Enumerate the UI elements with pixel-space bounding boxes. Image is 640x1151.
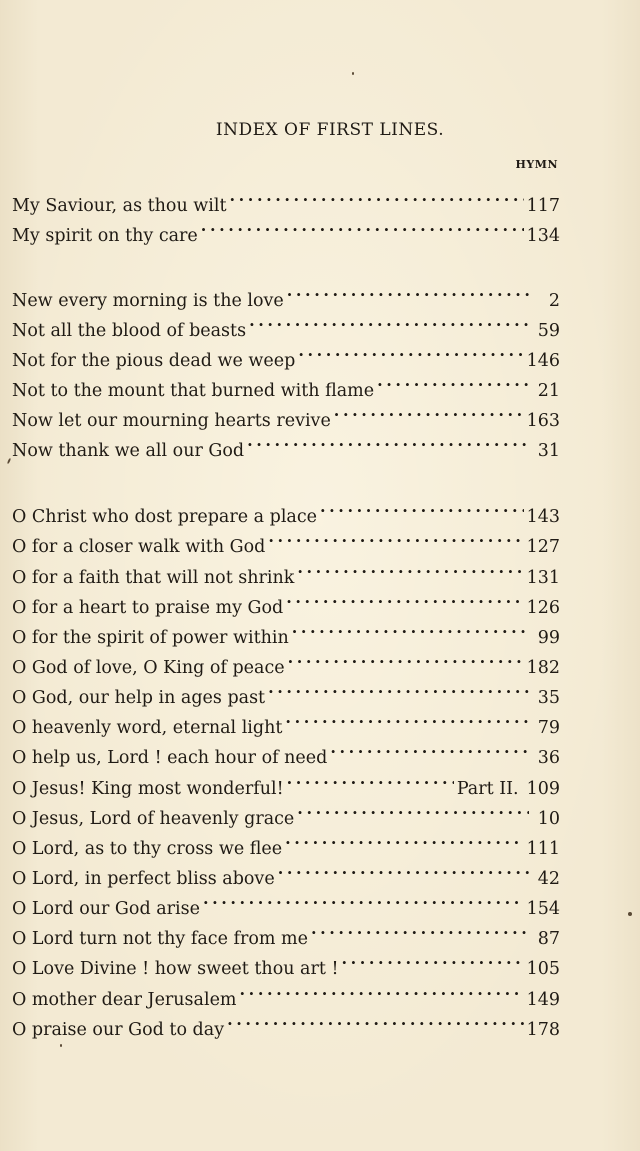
dot-leader	[201, 211, 524, 241]
index-entry	[12, 613, 560, 648]
dot-leader	[286, 583, 523, 613]
first-line-text: Not all the blood of beasts	[12, 321, 247, 341]
first-line-text: O God of love, O King of peace	[12, 658, 285, 678]
hymn-number: 10	[537, 809, 560, 829]
hymn-number: 59	[537, 321, 560, 341]
hymn-number: 36	[537, 748, 560, 768]
index-entry	[12, 764, 560, 799]
dot-leader	[227, 1005, 524, 1035]
index-entry	[12, 673, 560, 708]
index-entry	[12, 824, 560, 859]
dot-leader	[341, 944, 523, 974]
dot-leader	[287, 276, 529, 306]
index-entry	[12, 181, 560, 216]
dot-leader	[203, 884, 524, 914]
index-entry	[12, 733, 560, 768]
dot-leader	[278, 854, 529, 884]
dot-leader	[292, 613, 529, 643]
ink-speck	[628, 912, 632, 916]
hymn-number: 111	[526, 839, 560, 859]
dot-leader	[298, 336, 523, 366]
index-entry	[12, 336, 560, 371]
dot-leader	[334, 396, 524, 426]
first-line-text: O for a heart to praise my God	[12, 598, 284, 618]
index-entry	[12, 884, 560, 919]
hymn-number: 31	[537, 441, 560, 461]
index-entry	[12, 583, 560, 618]
index-entry	[12, 366, 560, 401]
hymn-number: 163	[526, 411, 560, 431]
index-entry	[12, 975, 560, 1010]
dot-leader	[311, 914, 529, 944]
dot-leader	[240, 975, 524, 1005]
hymn-number: 105	[526, 959, 560, 979]
first-line-text: O Lord turn not thy face from me	[12, 929, 308, 949]
first-line-text: My spirit on thy care	[12, 226, 198, 246]
part-label: Part II.	[456, 779, 519, 799]
hymn-number: 154	[526, 899, 560, 919]
index-entry	[12, 854, 560, 889]
index-entry	[12, 396, 560, 431]
dot-leader	[247, 426, 529, 456]
first-line-text: O heavenly word, eternal light	[12, 718, 283, 738]
hymn-number: 42	[537, 869, 560, 889]
first-line-text: Now thank we all our God	[12, 441, 245, 461]
first-line-text: O Love Divine ! how sweet thou art !	[12, 959, 339, 979]
index-entry	[12, 643, 560, 678]
hymn-number: 21	[537, 381, 560, 401]
hymn-number: 79	[537, 718, 560, 738]
ink-speck	[7, 458, 11, 464]
index-entry	[12, 944, 560, 979]
dot-leader	[268, 673, 529, 703]
hymn-number: 99	[537, 628, 560, 648]
hymn-number: 146	[526, 351, 560, 371]
first-line-text: O mother dear Jerusalem	[12, 990, 237, 1010]
hymn-number: 143	[526, 507, 560, 527]
hymn-column-header: HYMN	[515, 158, 558, 171]
index-entry	[12, 914, 560, 949]
hymn-number: 127	[526, 537, 560, 557]
hymn-number: 134	[526, 226, 560, 246]
index-entry	[12, 492, 560, 527]
first-line-text: Not for the pious dead we weep	[12, 351, 296, 371]
first-line-text: O Lord, in perfect bliss above	[12, 869, 275, 889]
dot-leader	[285, 703, 529, 733]
hymn-number: 2	[548, 291, 560, 311]
first-line-text: O help us, Lord ! each hour of need	[12, 748, 328, 768]
index-entry	[12, 426, 560, 461]
dot-leader	[249, 306, 529, 336]
index-entry	[12, 306, 560, 341]
first-line-text: O Lord our God arise	[12, 899, 200, 919]
ink-speck	[352, 72, 354, 75]
hymn-number: 35	[537, 688, 560, 708]
index-entry	[12, 794, 560, 829]
first-line-text: My Saviour, as thou wilt	[12, 196, 227, 216]
dot-leader	[268, 522, 523, 552]
index-entry	[12, 211, 560, 246]
index-heading: INDEX OF FIRST LINES.	[215, 120, 445, 140]
index-entry	[12, 522, 560, 557]
hymn-number: 126	[526, 598, 560, 618]
first-line-text: O Lord, as to thy cross we flee	[12, 839, 283, 859]
first-line-text: O Christ who dost prepare a place	[12, 507, 318, 527]
ink-speck	[60, 1044, 62, 1047]
dot-leader	[330, 733, 529, 763]
hymn-number: 109	[526, 779, 560, 799]
first-line-text: O Jesus, Lord of heavenly grace	[12, 809, 295, 829]
index-entry	[12, 553, 560, 588]
dot-leader	[230, 181, 524, 211]
first-line-text: O praise our God to day	[12, 1020, 225, 1040]
first-line-text: O for a closer walk with God	[12, 537, 266, 557]
hymn-number: 182	[526, 658, 560, 678]
dot-leader	[287, 764, 454, 794]
first-line-text: O God, our help in ages past	[12, 688, 266, 708]
dot-leader	[320, 492, 524, 522]
first-line-text: New every morning is the love	[12, 291, 284, 311]
first-line-text: O for the spirit of power within	[12, 628, 289, 648]
hymn-number: 117	[526, 196, 560, 216]
dot-leader	[297, 553, 523, 583]
index-entry	[12, 703, 560, 738]
index-entry	[12, 276, 560, 311]
first-line-text: Now let our mourning hearts revive	[12, 411, 331, 431]
first-line-text: Not to the mount that burned with flame	[12, 381, 375, 401]
index-entry	[12, 1005, 560, 1040]
hymn-number: 149	[526, 990, 560, 1010]
hymn-number: 87	[537, 929, 560, 949]
hymn-number: 131	[526, 568, 560, 588]
dot-leader	[297, 794, 529, 824]
first-line-text: O Jesus! King most wonderful!	[12, 779, 284, 799]
first-line-text: O for a faith that will not shrink	[12, 568, 295, 588]
dot-leader	[377, 366, 529, 396]
dot-leader	[288, 643, 524, 673]
dot-leader	[285, 824, 523, 854]
hymn-number: 178	[526, 1020, 560, 1040]
